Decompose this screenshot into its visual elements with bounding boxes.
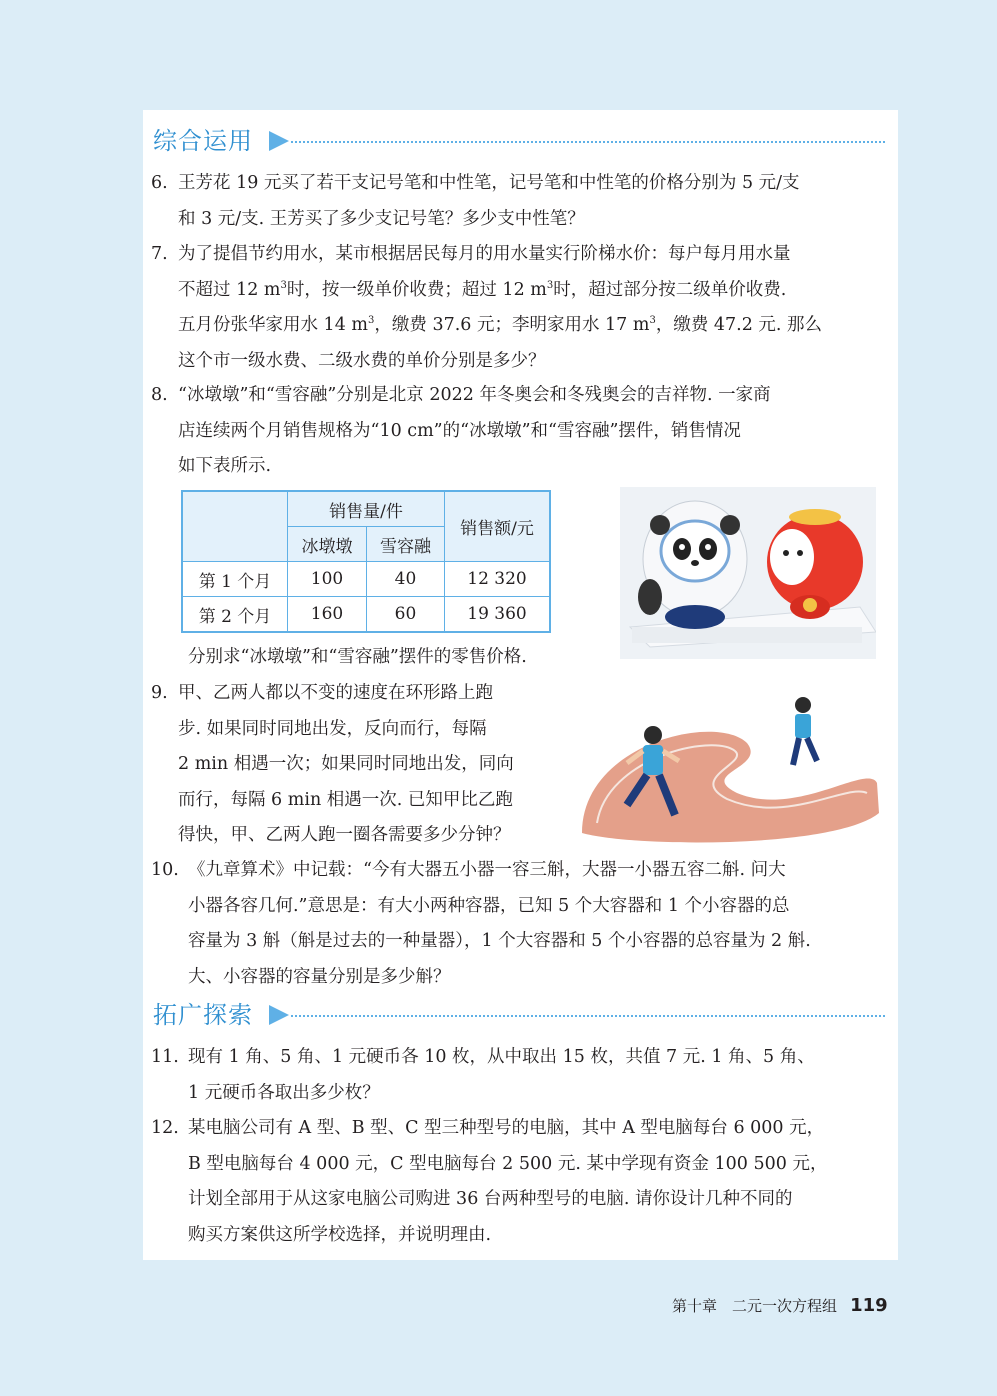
- problem-8: [151, 378, 889, 485]
- page-footer: [672, 1295, 888, 1316]
- problem-line: 为了提倡节约用水，某市根据居民每月的用水量实行阶梯水价：每户每月用水量: [178, 244, 791, 264]
- problem-line: 1 元硬币各取出多少枚？: [188, 1082, 380, 1103]
- triangle-right-icon: [269, 1005, 289, 1025]
- problem-9: [151, 676, 581, 854]
- problem-line: 如下表所示.: [178, 456, 272, 476]
- problem-line: 2 min 相遇一次；如果同时同地出发，同向: [178, 754, 514, 774]
- problem-line: 不超过 12 $m^3$时，按一级单价收费；超过 12 $m^3$时，超过部分按二级单价收费.: [178, 279, 787, 300]
- table-header-col2: 雪容融: [367, 527, 445, 562]
- content-panel: [143, 110, 898, 1260]
- problem-number: 11.: [151, 1047, 179, 1067]
- problem-line: 得快，甲、乙两人跑一圈各需要多少分钟？: [178, 825, 511, 845]
- running-track-illustration: [577, 683, 879, 848]
- problem-12: [151, 1111, 889, 1253]
- problem-line: 购买方案供这所学校选择，并说明理由.: [188, 1224, 492, 1245]
- problem-11: [151, 1040, 889, 1111]
- problem-line: 步. 如果同时同地出发，反向而行，每隔: [178, 718, 487, 739]
- table-row: [182, 562, 550, 597]
- table-corner-cell: [182, 491, 288, 562]
- problem-line: 和 3 元/支. 王芳买了多少支记号笔？多少支中性笔？: [178, 208, 585, 229]
- problem-line: 甲、乙两人都以不变的速度在环形路上跑: [178, 683, 493, 703]
- table-cell: 40: [367, 562, 445, 597]
- problem-line: 五月份张华家用水 14 $m^3$，缴费 37.6 元；李明家用水 17 $m^3$，缴费 47.2 元. 那么: [178, 315, 823, 335]
- table-header-amount: 销售额/元: [445, 491, 551, 562]
- problem-8-question: [151, 640, 889, 676]
- problem-number: 8.: [151, 385, 168, 405]
- problem-line: 这个市一级水费、二级水费的单价分别是多少？: [178, 350, 546, 371]
- problem-line: 店连续两个月销售规格为“10 cm”的“冰墩墩”和“雪容融”摆件，销售情况: [178, 420, 741, 441]
- problem-line: “冰墩墩”和“雪容融”分别是北京 2022 年冬奥会和冬残奥会的吉祥物. 一家商: [178, 385, 771, 405]
- problem-line: 大、小容器的容量分别是多少斛？: [188, 966, 451, 987]
- sales-table: [181, 490, 551, 633]
- section-header-comprehensive: [153, 124, 885, 158]
- problem-number: 7.: [151, 244, 168, 264]
- table-row: [182, 597, 550, 633]
- triangle-right-icon: [269, 131, 289, 151]
- problem-line: 某电脑公司有 A 型、B 型、C 型三种型号的电脑，其中 A 型电脑每台 6 000 元，: [188, 1118, 825, 1138]
- table-cell: 100: [288, 562, 367, 597]
- dotted-divider: [291, 1015, 885, 1017]
- section-title: 综合运用: [153, 127, 253, 155]
- table-header-col1: 冰墩墩: [288, 527, 367, 562]
- problem-6: [151, 166, 889, 237]
- mascot-photo: [620, 487, 876, 659]
- table-cell: 60: [367, 597, 445, 633]
- problem-line: 分别求“冰墩墩”和“雪容融”摆件的零售价格.: [188, 647, 527, 667]
- table-header-qty: 销售量/件: [288, 491, 445, 527]
- problem-line: B 型电脑每台 4 000 元，C 型电脑每台 2 500 元. 某中学现有资金 100 500 元，: [188, 1153, 828, 1174]
- problem-number: 12.: [151, 1118, 179, 1138]
- problem-line: 《九章算术》中记载：“今有大器五小器一容三斛，大器一小器五容二斛. 问大: [188, 860, 786, 880]
- problem-line: 小器各容几何.”意思是：有大小两种容器，已知 5 个大容器和 1 个小容器的总: [188, 895, 790, 916]
- problem-10: [151, 853, 889, 995]
- table-cell: 12 320: [445, 562, 551, 597]
- problem-number: 6.: [151, 173, 168, 193]
- chapter-title: 第十章 二元一次方程组: [672, 1297, 838, 1315]
- problem-line: 而行，每隔 6 min 相遇一次. 已知甲比乙跑: [178, 789, 513, 810]
- problem-line: 王芳花 19 元买了若干支记号笔和中性笔，记号笔和中性笔的价格分别为 5 元/支: [178, 173, 800, 193]
- problem-number: 9.: [151, 683, 168, 703]
- table-cell: 第 1 个月: [182, 562, 288, 597]
- page-number: 119: [850, 1295, 888, 1316]
- problem-number: 10.: [151, 860, 179, 880]
- table-cell: 19 360: [445, 597, 551, 633]
- problem-line: 容量为 3 斛（斛是过去的一种量器），1 个大容器和 5 个小容器的总容量为 2 斛.: [188, 931, 811, 951]
- problem-7: [151, 237, 889, 379]
- section-header-extension: [153, 998, 885, 1032]
- problem-line: 计划全部用于从这家电脑公司购进 36 台两种型号的电脑. 请你设计几种不同的: [188, 1189, 793, 1209]
- dotted-divider: [291, 141, 885, 143]
- table-cell: 第 2 个月: [182, 597, 288, 633]
- table-cell: 160: [288, 597, 367, 633]
- problem-line: 现有 1 角、5 角、1 元硬币各 10 枚，从中取出 15 枚，共值 7 元. 1 角、5 角、: [188, 1047, 815, 1067]
- section-title: 拓广探索: [153, 1001, 253, 1029]
